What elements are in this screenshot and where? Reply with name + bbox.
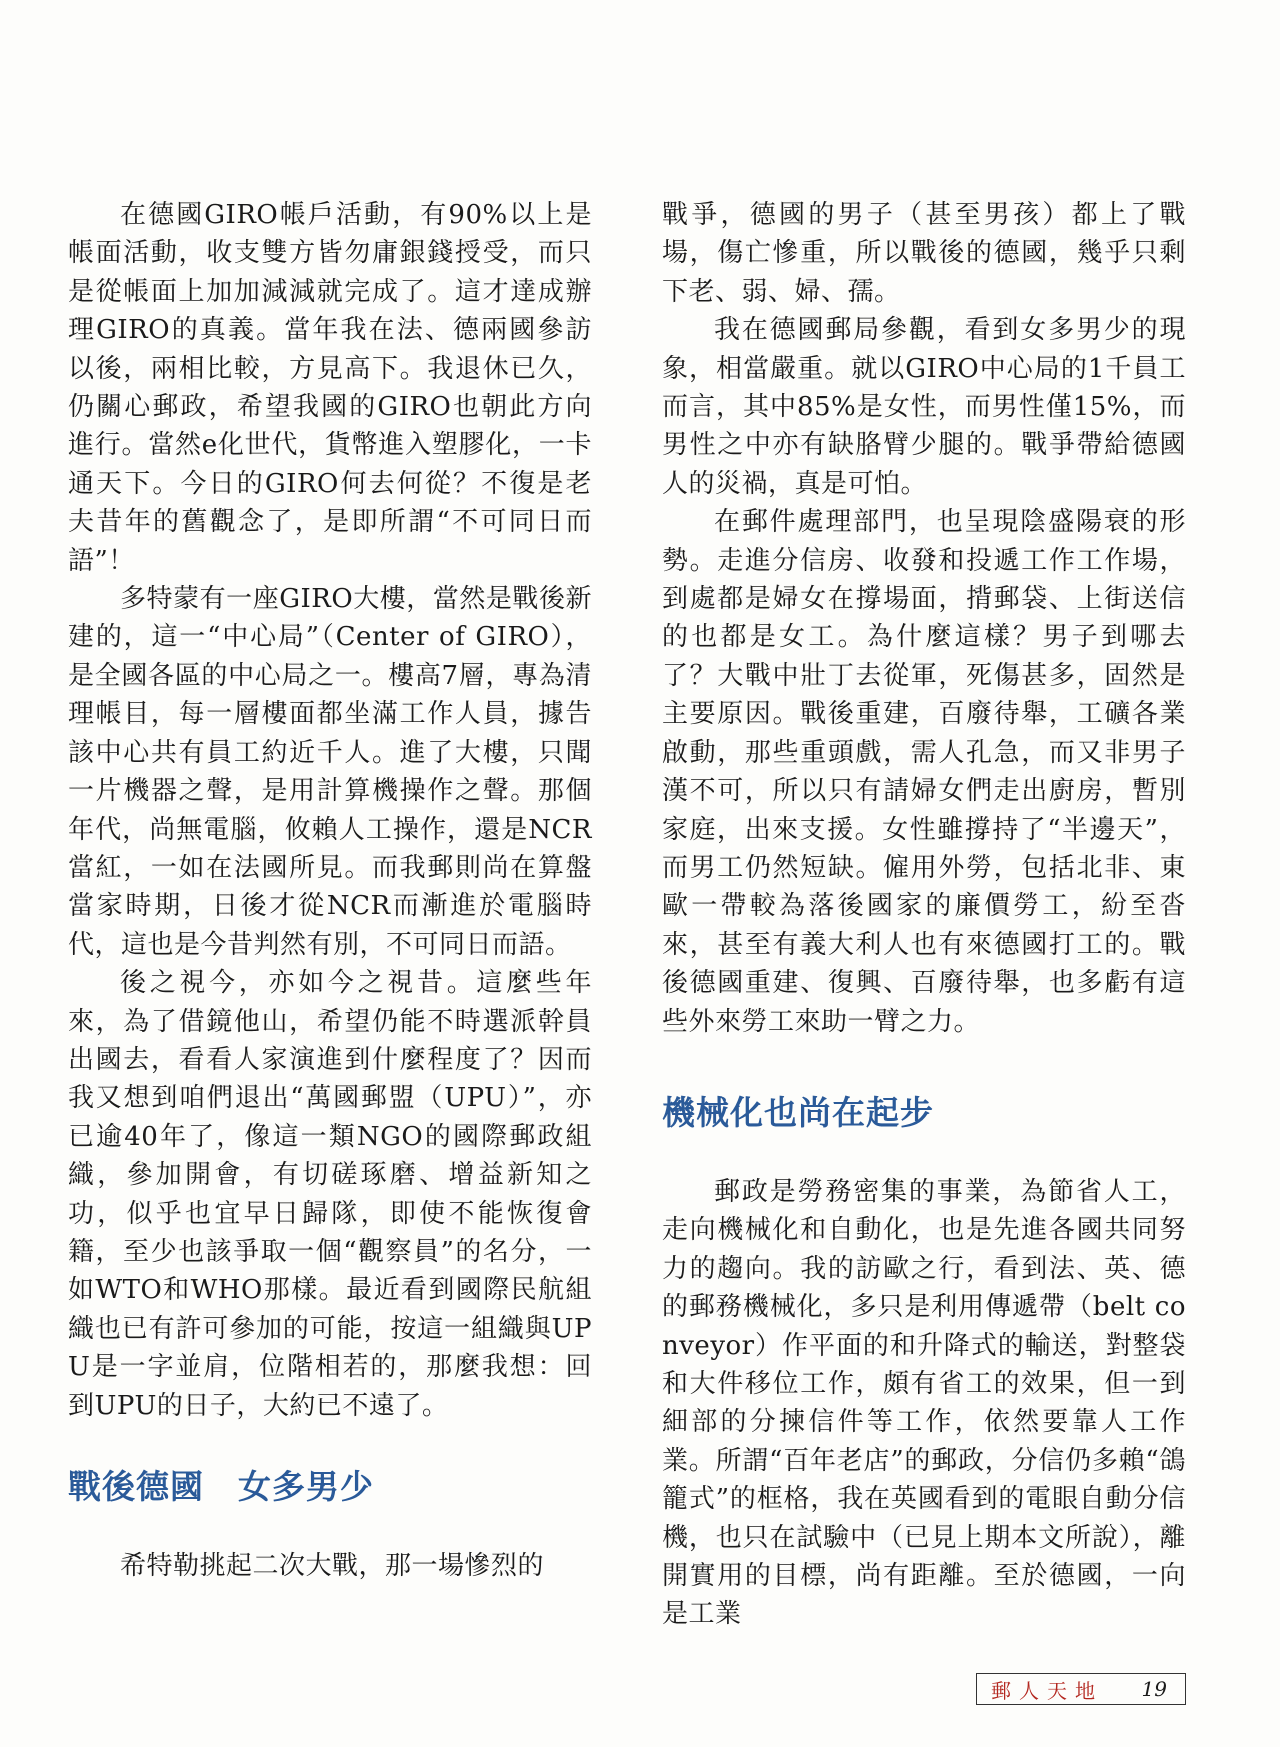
paragraph: 戰爭，德國的男子（甚至男孩）都上了戰場，傷亡慘重，所以戰後的德國，幾乎只剩下老、弱、婦、孺。 <box>662 200 1186 307</box>
section-heading: 戰後德國 女多男少 <box>68 1467 374 1506</box>
paragraph: 希特勒挑起二次大戰，那一場慘烈的 <box>120 1551 545 1581</box>
left-column <box>68 196 592 1585</box>
paragraph: 郵政是勞務密集的事業，為節省人工，走向機械化和自動化，也是先進各國共同努力的趨向。我的訪歐之行，看到法、英、德的郵務機械化，多只是利用傳遞帶（belt conveyor）作平面的和升降式的輸送，對整袋和大件移位工作，頗有省工的效果，但一到細部的分揀信件等工作，依然要靠人工作業。所謂“百年老店”的郵政，分信仍多賴“鴿籠式”的框格，我在英國看到的電眼自動分信機，也只在試驗中（已見上期本文所說），離開實用的目標，尚有距離。至於德國，一向是工業 <box>662 1176 1186 1630</box>
paragraph: 在郵件處理部門，也呈現陰盛陽衰的形勢。走進分信房、收發和投遞工作工作場，到處都是婦女在撐場面，揹郵袋、上街送信的也都是女工。為什麼這樣？男子到哪去了？大戰中壯丁去從軍，死傷甚多，固然是主要原因。戰後重建，百廢待舉，工礦各業啟動，那些重頭戲，需人孔急，而又非男子漢不可，所以只有請婦女們走出廚房，暫別家庭，出來支援。女性雖撐持了“半邊天”，而男工仍然短缺。僱用外勞，包括北非、東歐一帶較為落後國家的廉價勞工，紛至沓來，甚至有義大利人也有來德國打工的。戰後德國重建、復興、百廢待舉，也多虧有這些外來勞工來助一臂之力。 <box>662 507 1186 1037</box>
paragraph: 在德國GIRO帳戶活動，有90%以上是帳面活動，收支雙方皆勿庸銀錢授受，而只是從帳面上加加減減就完成了。這才達成辦理GIRO的真義。當年我在法、德兩國參訪以後，兩相比較，方見高下。我退休已久，仍關心郵政，希望我國的GIRO也朝此方向進行。當然e化世代，貨幣進入塑膠化，一卡通天下。今日的GIRO何去何從？不復是老夫昔年的舊觀念了，是即所謂“不可同日而語”！ <box>68 200 592 576</box>
magazine-title: 郵人天地 <box>991 1678 1103 1703</box>
right-column <box>662 196 1186 1634</box>
paragraph: 多特蒙有一座GIRO大樓，當然是戰後新建的，這一“中心局”（Center of GIRO），是全國各區的中心局之一。樓高7層，專為清理帳目，每一層樓面都坐滿工作人員，據告該中心共有員工約近千人。進了大樓，只聞一片機器之聲，是用計算機操作之聲。那個年代，尚無電腦，攸賴人工操作，還是NCR當紅，一如在法國所見。而我郵則尚在算盤當家時期，日後才從NCR而漸進於電腦時代，這也是今昔判然有別，不可同日而語。 <box>68 584 592 960</box>
paragraph: 我在德國郵局參觀，看到女多男少的現象，相當嚴重。就以GIRO中心局的1千員工而言，其中85%是女性，而男性僅15%，而男性之中亦有缺胳臂少腿的。戰爭帶給德國人的災禍，真是可怕。 <box>662 315 1186 499</box>
page-footer <box>976 1673 1186 1705</box>
page-number: 19 <box>1141 1677 1167 1701</box>
paragraph: 後之視今，亦如今之視昔。這麼些年來，為了借鏡他山，希望仍能不時選派幹員出國去，看看人家演進到什麼程度了？因而我又想到咱們退出“萬國郵盟（UPU）”，亦已逾40年了，像這一類NGO的國際郵政組織，參加開會，有切磋琢磨、增益新知之功，似乎也宜早日歸隊，即使不能恢復會籍，至少也該爭取一個“觀察員”的名分，一如WTO和WHO那樣。最近看到國際民航組織也已有許可參加的可能，按這一組織與UPU是一字並肩，位階相若的，那麼我想：回到UPU的日子，大約已不遠了。 <box>68 968 592 1421</box>
section-heading: 機械化也尚在起步 <box>662 1092 934 1132</box>
